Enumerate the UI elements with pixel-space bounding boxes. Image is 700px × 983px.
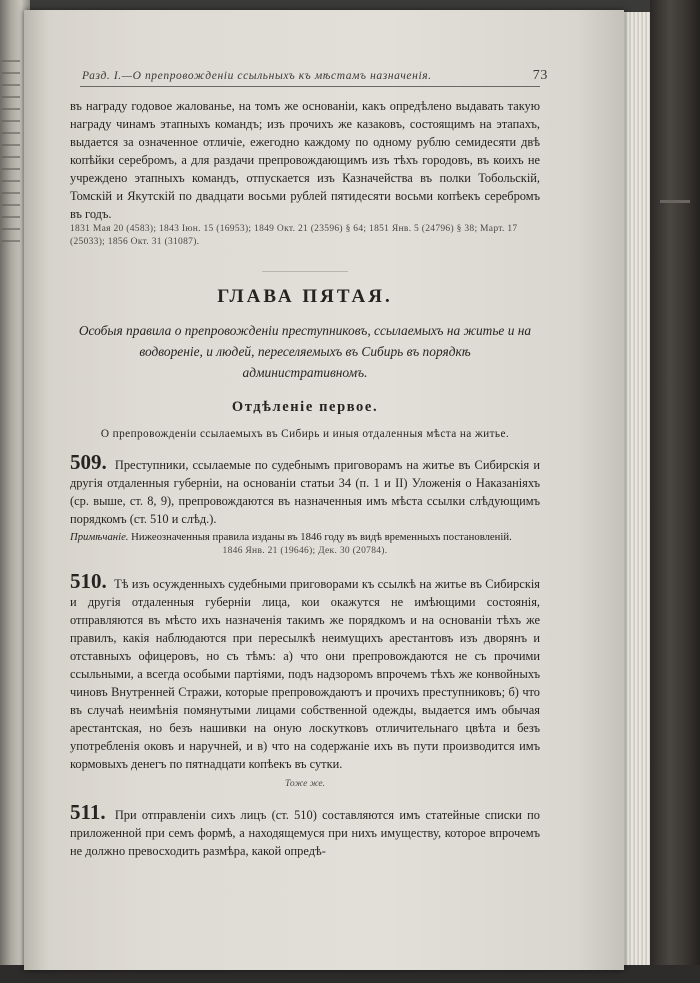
- article-text: При отправленіи сихъ лицъ (ст. 510) составляются имъ статейные списки по приложенной при семъ формѣ, а находящемуся при нихъ имуществу, которое впрочемъ не должно превосходить размѣра, какой опредѣ-: [70, 808, 540, 858]
- article-number: 510.: [70, 569, 107, 593]
- previous-page-print-marks: [2, 50, 20, 252]
- article-510-source: Тоже же.: [284, 779, 326, 789]
- header-rule: [80, 86, 540, 87]
- article-number: 509.: [70, 450, 107, 474]
- article-511: [70, 800, 540, 860]
- note-text: Нижеозначенныя правила изданы въ 1846 году въ видѣ временныхъ постановленій.: [131, 531, 512, 543]
- intro-references: 1831 Мая 20 (4583); 1843 Іюн. 15 (16953); 1849 Окт. 21 (23596) § 64; 1851 Янв. 5 (24796) § 38; Март. 17 (25033); 1856 Окт. 31 (31087).: [70, 224, 518, 247]
- article-text: Тѣ изъ осужденныхъ судебными приговорами къ ссылкѣ на житье въ Сибирскія и другія отдаленныя губерніи лица, кои окажутся не имѣющими состоянія, отправляются въ мѣсто ихъ назначенія такимъ же порядкомъ и на основаніи тѣхъ же правилъ, какія наблюдаются при пересылкѣ неимущихъ арестантовъ изъ дворянъ и отставныхъ офицеровъ, но съ тѣмъ: а) что они препровождаются не съ прочими ссыльными, а всегда особыми партіями, подъ надзоромъ впрочемъ тѣхъ же конвойныхъ чиновъ Внутренней Стражи, которые препровождаютъ и прочихъ преступниковъ; б) что въ случаѣ неимѣнія помянутыми лицами собственной одежды, выдается имъ обычая арестантская, но безъ нашивки на оную лоскутковъ отличительнаго цвѣта и безъ употребленія оковъ и наручней, и в) что на содержаніе ихъ въ пути производится имъ кормовыхъ денегъ по пятнадцати копѣекъ въ сутки.: [70, 577, 540, 771]
- section-subtitle: О препровожденіи ссылаемыхъ въ Сибирь и иныя отдаленныя мѣста на житье.: [100, 428, 510, 440]
- note-label: Примѣчаніе.: [70, 531, 129, 543]
- article-number: 511.: [70, 800, 106, 824]
- article-509-note: [70, 530, 540, 545]
- article-509-references: 1846 Янв. 21 (19646); Дек. 30 (20784).: [222, 546, 388, 556]
- running-head: [82, 68, 548, 84]
- section-title: Отдѣленіе первое.: [231, 399, 379, 415]
- page-text: [70, 68, 548, 860]
- running-head-title: Разд. I.—О препровожденіи ссыльныхъ къ мѣстамъ назначенія.: [82, 70, 432, 82]
- article-511-text-block: [70, 800, 540, 860]
- article-509: [70, 450, 540, 558]
- separator-rule: [262, 271, 348, 272]
- book-cover: [650, 0, 700, 983]
- chapter-title: ГЛАВА ПЯТАЯ.: [217, 286, 393, 307]
- chapter-subtitle: Особыя правила о препровожденіи преступниковъ, ссылаемыхъ на житье и на водвореніе, и людей, переселяемыхъ въ Сибирь въ порядкѣ административномъ.: [78, 323, 532, 380]
- intro-paragraph: въ награду годовое жалованье, на томъ же основаніи, какъ опредѣлено выдавать такую награду чинамъ этапныхъ командъ; изъ прочихъ же казаковъ, состоящимъ на этапахъ, выдается за означенное отличіе, ежегодно каждому по одному рублю семидесяти двѣ копѣйки серебромъ, а для раздачи препровождающимъ изъ тѣхъ городовъ, въ коихъ не учреждено этапныхъ командъ, отпускается изъ Казначейства въ полки Тобольскій, Томскій и Якутскій по двадцати восьми рублей пятидесяти восьми копѣекъ серебромъ въ годъ.: [70, 99, 540, 221]
- page-number: 73: [532, 68, 548, 83]
- article-509-text-block: [70, 450, 540, 528]
- article-510-text-block: [70, 569, 540, 773]
- cover-detail: [660, 200, 690, 203]
- article-text: Преступники, ссылаемые по судебнымъ приговорамъ на житье въ Сибирскія и другія отдаленныя губерніи, на основаніи статьи 34 (п. 1 и II) Уложенія о Наказаніяхъ (ср. выше, ст. 8, 9), препровождаются въ назначенныя имъ мѣста ссылки слѣдующимъ порядкомъ (ст. 510 и слѣд.).: [70, 458, 540, 526]
- article-510: [70, 569, 540, 789]
